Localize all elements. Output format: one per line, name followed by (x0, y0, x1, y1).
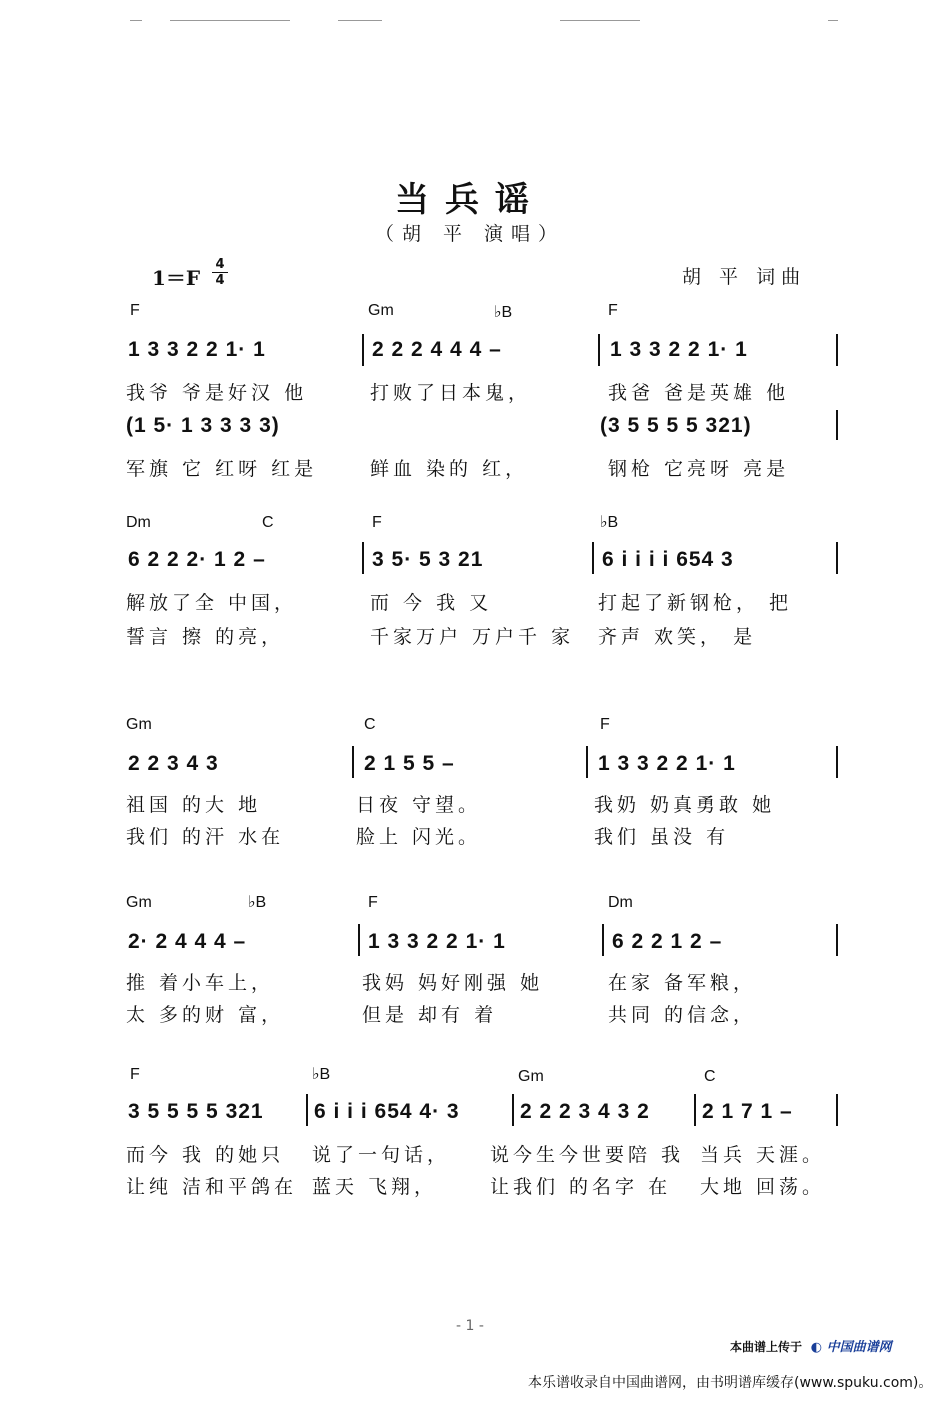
time-signature-bottom: 4 (215, 273, 225, 288)
chord-label: C (262, 514, 274, 531)
barline (598, 334, 600, 366)
lyric-line: 大地 回荡。 (700, 1176, 826, 1198)
lyric-line: 太 多的财 富， (126, 1004, 285, 1026)
author-credit: 胡 平 词曲 (682, 266, 807, 288)
barline (512, 1094, 514, 1126)
chord-label: F (600, 716, 610, 733)
notation-line: (3 5 5 5 5 321) (600, 414, 752, 437)
lyric-line: 让纯 洁和平鸽在 (126, 1176, 298, 1198)
chord-label: C (364, 716, 376, 733)
chord-label: Dm (608, 894, 633, 911)
lyric-line: 而 今 我 又 (370, 592, 493, 614)
site-logo: ◐ 中国曲谱网 (806, 1340, 892, 1355)
chord-label: ♭B (600, 514, 619, 531)
barline (836, 334, 838, 366)
lyric-line: 钢枪 它亮呀 亮是 (608, 458, 790, 480)
scan-mark (828, 20, 838, 21)
barline (836, 1094, 838, 1126)
notation-line: 1 3 3 2 2 1· 1 (610, 338, 748, 361)
upload-note (730, 1336, 892, 1355)
notation-line: 1 3 3 2 2 1· 1 (368, 930, 506, 953)
chord-label: ♭B (248, 894, 267, 911)
time-signature (212, 258, 228, 287)
lyric-line: 脸上 闪光。 (356, 826, 482, 848)
barline (358, 924, 360, 956)
lyric-line: 我爷 爷是好汉 他 (126, 382, 308, 404)
lyric-line: 说了一句话， (312, 1144, 451, 1166)
barline (836, 542, 838, 574)
lyric-line: 打败了日本鬼， (370, 382, 532, 404)
lyric-line: 共同 的信念， (608, 1004, 757, 1026)
scan-mark (338, 20, 382, 21)
chord-label: ♭B (494, 304, 513, 321)
barline (362, 542, 364, 574)
notation-line: 2 1 7 1 – (702, 1100, 793, 1123)
lyric-line: 推 着小车上， (126, 972, 275, 994)
chord-label: Gm (368, 302, 394, 319)
notation-line: 1 3 3 2 2 1· 1 (128, 338, 266, 361)
lyric-line: 当兵 天涯。 (700, 1144, 826, 1166)
chord-label: Gm (126, 716, 152, 733)
scan-mark (130, 20, 142, 21)
notation-line: 6 2 2 1 2 – (612, 930, 723, 953)
chord-label: Gm (126, 894, 152, 911)
chord-label: F (368, 894, 378, 911)
lyric-line: 我爸 爸是英雄 他 (608, 382, 790, 404)
notation-line: 3 5 5 5 5 321 (128, 1100, 264, 1123)
barline (306, 1094, 308, 1126)
lyric-line: 誓言 擦 的亮， (126, 626, 285, 648)
song-title: 当兵谣 (395, 180, 545, 220)
chord-label: F (130, 302, 140, 319)
notation-line: 6 i i i i 654 3 (602, 548, 734, 571)
lyric-line: 解放了全 中国， (126, 592, 298, 614)
source-note: 本乐谱收录自中国曲谱网，由书明谱库缓存(www.spuku.com)。 (528, 1375, 933, 1391)
chord-label: ♭B (312, 1066, 331, 1083)
barline (352, 746, 354, 778)
upload-note-text: 本曲谱上传于 (730, 1340, 803, 1354)
notation-line: 2 2 2 3 4 3 2 (520, 1100, 650, 1123)
barline (602, 924, 604, 956)
notation-line: 6 2 2 2· 1 2 – (128, 548, 266, 571)
page-number: - 1 - (456, 1318, 484, 1334)
barline (586, 746, 588, 778)
lyric-line: 我奶 奶真勇敢 她 (594, 794, 776, 816)
time-signature-top: 4 (215, 257, 225, 272)
barline (362, 334, 364, 366)
song-subtitle: （胡 平 演唱） (374, 223, 566, 245)
lyric-line: 日夜 守望。 (356, 794, 482, 816)
lyric-line: 我们 的汗 水在 (126, 826, 285, 848)
scan-mark (560, 20, 640, 21)
lyric-line: 我妈 妈好刚强 她 (362, 972, 544, 994)
site-logo-text: 中国曲谱网 (826, 1340, 892, 1355)
chord-label: F (372, 514, 382, 531)
chord-label: F (130, 1066, 140, 1083)
lyric-line: 鲜血 染的 红， (370, 458, 529, 480)
chord-label: Gm (518, 1068, 544, 1085)
notation-line: 2 2 2 4 4 4 – (372, 338, 502, 361)
notation-line: 2· 2 4 4 4 – (128, 930, 247, 953)
barline (836, 410, 838, 440)
scan-mark (170, 20, 290, 21)
lyric-line: 让我们 的名字 在 (490, 1176, 672, 1198)
lyric-line: 在家 备军粮， (608, 972, 757, 994)
lyric-line: 千家万户 万户千 家 (370, 626, 575, 648)
notation-line: (1 5· 1 3 3 3 3) (126, 414, 280, 437)
lyric-line: 齐声 欢笑， 是 (598, 626, 757, 648)
barline (694, 1094, 696, 1126)
notation-line: 6 i i i 654 4· 3 (314, 1100, 460, 1123)
barline (836, 924, 838, 956)
chord-label: F (608, 302, 618, 319)
notation-line: 3 5· 5 3 21 (372, 548, 484, 571)
notation-line: 2 1 5 5 – (364, 752, 455, 775)
lyric-line: 祖国 的大 地 (126, 794, 262, 816)
lyric-line: 我们 虽没 有 (594, 826, 730, 848)
barline (836, 746, 838, 778)
lyric-line: 说今生今世要陪 我 (490, 1144, 685, 1166)
notation-line: 2 2 3 4 3 (128, 752, 219, 775)
lyric-line: 打起了新钢枪， 把 (598, 592, 793, 614)
key-signature: 1＝F (152, 266, 201, 290)
lyric-line: 但是 却有 着 (362, 1004, 498, 1026)
lyric-line: 军旗 它 红呀 红是 (126, 458, 318, 480)
lyric-line: 而今 我 的她只 (126, 1144, 285, 1166)
notation-line: 1 3 3 2 2 1· 1 (598, 752, 736, 775)
lyric-line: 蓝天 飞翔， (312, 1176, 438, 1198)
chord-label: C (704, 1068, 716, 1085)
barline (592, 542, 594, 574)
chord-label: Dm (126, 514, 151, 531)
